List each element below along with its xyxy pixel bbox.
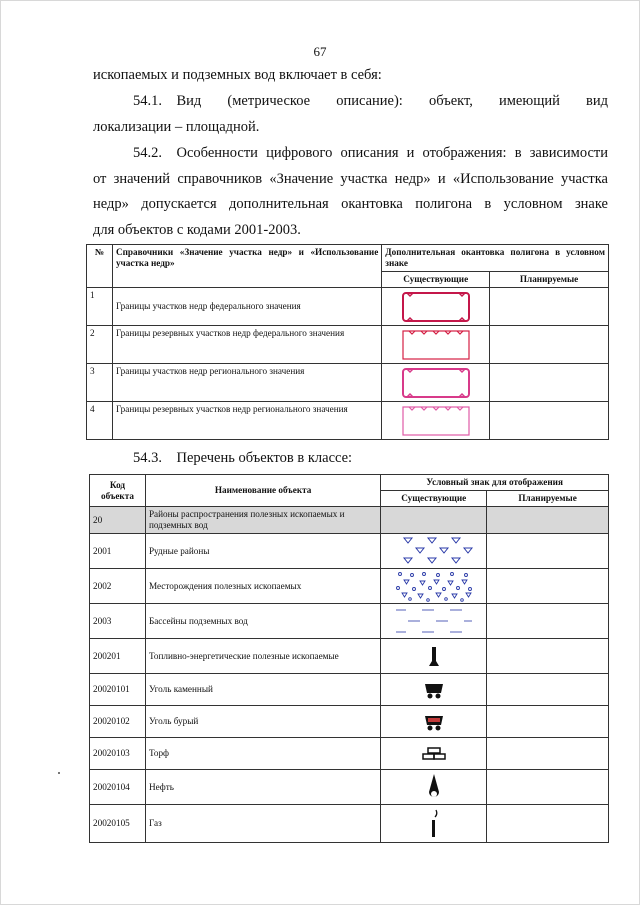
row-number: 1 bbox=[87, 288, 113, 326]
planned-cell bbox=[490, 326, 609, 364]
regional-reserve-border-symbol bbox=[382, 402, 490, 440]
paragraph-54-2: 54.2. Особенности цифрового описания и отображения: в зависимости от значений справочников «Значение участка недр» и «Использование участка недр» допускается дополнительная окантовка полигона в условном знаке для объектов с кодами 2001-2003. bbox=[93, 145, 608, 238]
table-row bbox=[90, 534, 609, 569]
header-planned: Планируемые bbox=[490, 272, 609, 288]
object-code: 20 bbox=[90, 507, 146, 534]
object-name: Газ bbox=[145, 805, 380, 843]
table-row bbox=[90, 507, 609, 534]
row-number: 3 bbox=[87, 364, 113, 402]
object-name: Бассейны подземных вод bbox=[145, 604, 380, 639]
gas-flame-icon bbox=[381, 805, 487, 843]
planned-cell bbox=[490, 364, 609, 402]
row-number: 2 bbox=[87, 326, 113, 364]
table-row bbox=[90, 706, 609, 738]
scan-speck bbox=[58, 772, 60, 774]
dots-triangles-pattern-icon bbox=[381, 569, 487, 604]
object-name: Рудные районы bbox=[145, 534, 380, 569]
oil-drop-icon bbox=[381, 770, 487, 805]
fuel-derrick-icon bbox=[381, 639, 487, 674]
table-row bbox=[87, 288, 609, 326]
solid-border-icon bbox=[401, 291, 471, 323]
table-row bbox=[90, 569, 609, 604]
federal-reserve-border-symbol bbox=[382, 326, 490, 364]
planned-cell bbox=[487, 770, 609, 805]
header-extra-border: Дополнительная окантовка полигона в условном знаке bbox=[382, 245, 609, 272]
dashes-pattern-icon bbox=[381, 604, 487, 639]
planned-cell bbox=[487, 639, 609, 674]
row-name: Границы резервных участков недр федерального значения bbox=[112, 326, 381, 364]
planned-cell bbox=[487, 805, 609, 843]
object-name: Районы распространения полезных ископаемых и подземных вод bbox=[145, 507, 380, 534]
federal-border-symbol bbox=[382, 288, 490, 326]
planned-cell bbox=[490, 288, 609, 326]
planned-cell bbox=[487, 674, 609, 706]
planned-cell bbox=[487, 738, 609, 770]
planned-cell bbox=[490, 402, 609, 440]
header-planned: Планируемые bbox=[487, 491, 609, 507]
object-code: 200201 bbox=[90, 639, 146, 674]
header-number: № bbox=[87, 245, 113, 288]
header-references: Справочники «Значение участка недр» и «Использование участка недр» bbox=[112, 245, 381, 288]
object-name: Месторождения полезных ископаемых bbox=[145, 569, 380, 604]
planned-cell bbox=[487, 507, 609, 534]
table-row bbox=[90, 604, 609, 639]
table-row bbox=[90, 674, 609, 706]
header-existing: Существующие bbox=[381, 491, 487, 507]
table-row bbox=[90, 805, 609, 843]
row-number: 4 bbox=[87, 402, 113, 440]
object-code: 2001 bbox=[90, 534, 146, 569]
object-name: Уголь каменный bbox=[145, 674, 380, 706]
object-code: 2002 bbox=[90, 569, 146, 604]
object-code: 20020102 bbox=[90, 706, 146, 738]
row-name: Границы участков недр регионального значения bbox=[112, 364, 381, 402]
planned-cell bbox=[487, 569, 609, 604]
peat-bricks-icon bbox=[381, 738, 487, 770]
coal-cart-brown-icon bbox=[381, 706, 487, 738]
object-name: Торф bbox=[145, 738, 380, 770]
triangles-pattern-icon bbox=[381, 534, 487, 569]
planned-cell bbox=[487, 604, 609, 639]
page-number: 67 bbox=[313, 44, 327, 59]
table-row bbox=[90, 770, 609, 805]
object-name: Топливно-энергетические полезные ископаемые bbox=[145, 639, 380, 674]
dashed-border-icon bbox=[401, 405, 471, 437]
header-name: Наименование объекта bbox=[145, 475, 380, 507]
table-row bbox=[87, 364, 609, 402]
border-styles-table bbox=[86, 244, 609, 440]
table-row bbox=[90, 738, 609, 770]
object-code: 20020101 bbox=[90, 674, 146, 706]
objects-table bbox=[89, 474, 609, 843]
planned-cell bbox=[487, 534, 609, 569]
object-code: 2003 bbox=[90, 604, 146, 639]
regional-border-symbol bbox=[382, 364, 490, 402]
object-code: 20020103 bbox=[90, 738, 146, 770]
dashed-border-icon bbox=[401, 329, 471, 361]
sign-cell bbox=[381, 507, 487, 534]
row-name: Границы резервных участков недр регионального значения bbox=[112, 402, 381, 440]
header-code: Код объекта bbox=[90, 475, 146, 507]
object-name: Уголь бурый bbox=[145, 706, 380, 738]
object-code: 20020104 bbox=[90, 770, 146, 805]
object-name: Нефть bbox=[145, 770, 380, 805]
row-name: Границы участков недр федерального значения bbox=[112, 288, 381, 326]
solid-border-icon bbox=[401, 367, 471, 399]
table-row bbox=[87, 326, 609, 364]
coal-cart-black-icon bbox=[381, 674, 487, 706]
paragraph-54-1: 54.1. Вид (метрическое описание): объект, имеющий вид локализации – площадной. bbox=[93, 93, 608, 135]
intro-line: ископаемых и подземных вод включает в себя: bbox=[93, 67, 382, 83]
table-row bbox=[90, 639, 609, 674]
paragraph-54-3: 54.3. Перечень объектов в классе: bbox=[133, 450, 353, 466]
object-code: 20020105 bbox=[90, 805, 146, 843]
planned-cell bbox=[487, 706, 609, 738]
header-sign: Условный знак для отображения bbox=[381, 475, 609, 491]
table-row bbox=[87, 402, 609, 440]
header-existing: Существующие bbox=[382, 272, 490, 288]
